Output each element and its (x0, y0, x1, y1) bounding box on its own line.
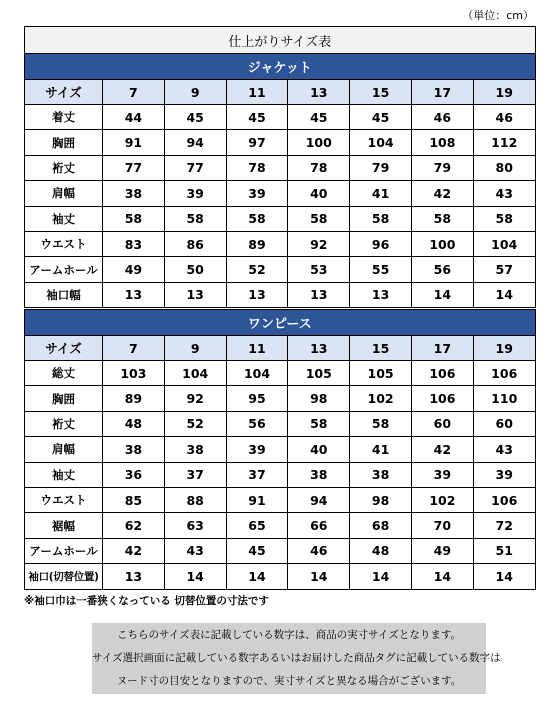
measurement-cell: 13 (164, 282, 226, 307)
measurement-cell: 58 (350, 206, 412, 231)
measurement-cell: 39 (164, 181, 226, 206)
measurement-cell: 42 (103, 538, 165, 563)
measurement-cell: 70 (411, 513, 473, 538)
measurement-cell: 41 (350, 437, 412, 462)
onepiece-header-row (25, 336, 536, 361)
onepiece-size-table (24, 309, 536, 590)
table-row (25, 462, 536, 487)
row-label: 袖丈 (25, 462, 103, 487)
row-label: 袖丈 (25, 206, 103, 231)
measurement-cell: 13 (226, 282, 288, 307)
measurement-cell: 40 (288, 181, 350, 206)
measurement-cell: 92 (288, 231, 350, 256)
row-label: 袖口幅 (25, 282, 103, 307)
measurement-cell: 56 (411, 257, 473, 282)
row-label: ウエスト (25, 231, 103, 256)
size-header: 19 (473, 336, 535, 361)
measurement-cell: 42 (411, 437, 473, 462)
jacket-section-title: ジャケット (25, 54, 536, 80)
row-label: 肩幅 (25, 437, 103, 462)
measurement-cell: 38 (350, 462, 412, 487)
unit-label: （単位：cm） (462, 9, 534, 22)
measurement-cell: 96 (350, 231, 412, 256)
measurement-cell: 48 (350, 538, 412, 563)
measurement-cell: 105 (288, 361, 350, 386)
measurement-cell: 44 (103, 105, 165, 130)
measurement-cell: 14 (411, 282, 473, 307)
measurement-cell: 85 (103, 487, 165, 512)
measurement-cell: 68 (350, 513, 412, 538)
measurement-cell: 42 (411, 181, 473, 206)
measurement-cell: 58 (226, 206, 288, 231)
row-label: 裄丈 (25, 411, 103, 436)
measurement-cell: 38 (288, 462, 350, 487)
table-row (25, 513, 536, 538)
size-header: 9 (164, 336, 226, 361)
row-label: 総丈 (25, 361, 103, 386)
row-label: アームホール (25, 538, 103, 563)
measurement-cell: 91 (226, 487, 288, 512)
measurement-cell: 58 (288, 206, 350, 231)
measurement-cell: 66 (288, 513, 350, 538)
measurement-cell: 45 (164, 105, 226, 130)
measurement-cell: 51 (473, 538, 535, 563)
measurement-cell: 39 (226, 437, 288, 462)
measurement-cell: 60 (411, 411, 473, 436)
measurement-cell: 14 (473, 564, 535, 589)
measurement-cell: 102 (350, 386, 412, 411)
measurement-cell: 43 (473, 437, 535, 462)
measurement-cell: 41 (350, 181, 412, 206)
measurement-cell: 57 (473, 257, 535, 282)
table-row (25, 538, 536, 563)
size-chart-title: 仕上がりサイズ表 (25, 27, 536, 54)
measurement-cell: 58 (103, 206, 165, 231)
size-header: 11 (226, 80, 288, 105)
size-header: 15 (350, 80, 412, 105)
measurement-cell: 58 (164, 206, 226, 231)
measurement-cell: 60 (473, 411, 535, 436)
size-header: 7 (103, 80, 165, 105)
info-line: こちらのサイズ表に記載している数字は、商品の実寸サイズとなります。 (117, 629, 461, 641)
measurement-cell: 58 (473, 206, 535, 231)
measurement-cell: 62 (103, 513, 165, 538)
measurement-cell: 78 (226, 155, 288, 180)
table-row (25, 257, 536, 282)
measurement-cell: 49 (103, 257, 165, 282)
measurement-cell: 38 (103, 181, 165, 206)
info-line: サイズ選択画面に記載している数字あるいはお届けした商品タグに記載している数字は (92, 652, 501, 664)
jacket-header-row (25, 80, 536, 105)
table-row (25, 130, 536, 155)
measurement-cell: 49 (411, 538, 473, 563)
measurement-cell: 103 (103, 361, 165, 386)
onepiece-section-title: ワンピース (25, 310, 536, 336)
measurement-cell: 58 (350, 411, 412, 436)
size-header: 11 (226, 336, 288, 361)
measurement-cell: 53 (288, 257, 350, 282)
measurement-cell: 43 (473, 181, 535, 206)
measurement-cell: 106 (473, 361, 535, 386)
size-header: 9 (164, 80, 226, 105)
table-row (25, 361, 536, 386)
size-header: 13 (288, 336, 350, 361)
measurement-cell: 38 (164, 437, 226, 462)
measurement-cell: 39 (226, 181, 288, 206)
measurement-cell: 92 (164, 386, 226, 411)
measurement-cell: 45 (350, 105, 412, 130)
row-label: 裾幅 (25, 513, 103, 538)
measurement-cell: 98 (350, 487, 412, 512)
measurement-cell: 100 (411, 231, 473, 256)
table-row (25, 206, 536, 231)
measurement-cell: 37 (226, 462, 288, 487)
measurement-cell: 108 (411, 130, 473, 155)
measurement-cell: 39 (411, 462, 473, 487)
measurement-cell: 94 (288, 487, 350, 512)
measurement-cell: 52 (226, 257, 288, 282)
measurement-cell: 46 (411, 105, 473, 130)
row-label: 着丈 (25, 105, 103, 130)
table-row (25, 437, 536, 462)
measurement-cell: 39 (473, 462, 535, 487)
row-label: ウエスト (25, 487, 103, 512)
measurement-cell: 50 (164, 257, 226, 282)
measurement-cell: 14 (288, 564, 350, 589)
measurement-cell: 45 (288, 105, 350, 130)
measurement-cell: 112 (473, 130, 535, 155)
measurement-cell: 14 (164, 564, 226, 589)
table-row (25, 487, 536, 512)
table-row (25, 155, 536, 180)
measurement-cell: 55 (350, 257, 412, 282)
measurement-cell: 86 (164, 231, 226, 256)
size-header-label: サイズ (25, 80, 103, 105)
row-label: 肩幅 (25, 181, 103, 206)
measurement-cell: 94 (164, 130, 226, 155)
measurement-cell: 72 (473, 513, 535, 538)
measurement-cell: 45 (226, 105, 288, 130)
measurement-cell: 106 (411, 386, 473, 411)
measurement-cell: 104 (473, 231, 535, 256)
measurement-cell: 14 (473, 282, 535, 307)
measurement-cell: 46 (473, 105, 535, 130)
measurement-cell: 77 (103, 155, 165, 180)
measurement-cell: 13 (288, 282, 350, 307)
table-row (25, 564, 536, 589)
measurement-cell: 105 (350, 361, 412, 386)
size-header: 17 (411, 80, 473, 105)
measurement-cell: 37 (164, 462, 226, 487)
row-label: アームホール (25, 257, 103, 282)
measurement-cell: 89 (103, 386, 165, 411)
size-header: 7 (103, 336, 165, 361)
measurement-cell: 58 (411, 206, 473, 231)
measurement-cell: 98 (288, 386, 350, 411)
measurement-cell: 52 (164, 411, 226, 436)
size-header-label: サイズ (25, 336, 103, 361)
measurement-cell: 14 (411, 564, 473, 589)
measurement-cell: 88 (164, 487, 226, 512)
measurement-cell: 79 (350, 155, 412, 180)
size-header: 17 (411, 336, 473, 361)
row-label: 胸囲 (25, 130, 103, 155)
size-header: 19 (473, 80, 535, 105)
table-row (25, 282, 536, 307)
measurement-cell: 110 (473, 386, 535, 411)
size-header: 15 (350, 336, 412, 361)
footnote: ※袖口巾は一番狭くなっている 切替位置の寸法です (24, 595, 269, 607)
measurement-cell: 14 (226, 564, 288, 589)
measurement-cell: 63 (164, 513, 226, 538)
measurement-cell: 13 (350, 282, 412, 307)
measurement-cell: 83 (103, 231, 165, 256)
measurement-cell: 106 (411, 361, 473, 386)
measurement-cell: 48 (103, 411, 165, 436)
measurement-cell: 95 (226, 386, 288, 411)
jacket-size-table (24, 26, 536, 308)
measurement-cell: 104 (350, 130, 412, 155)
table-row (25, 231, 536, 256)
measurement-cell: 43 (164, 538, 226, 563)
measurement-cell: 13 (103, 282, 165, 307)
measurement-cell: 38 (103, 437, 165, 462)
measurement-cell: 45 (226, 538, 288, 563)
measurement-cell: 104 (164, 361, 226, 386)
measurement-cell: 78 (288, 155, 350, 180)
measurement-cell: 79 (411, 155, 473, 180)
measurement-cell: 80 (473, 155, 535, 180)
measurement-cell: 100 (288, 130, 350, 155)
info-line: ヌード寸の目安となりますので、実寸サイズと異なる場合がございます。 (116, 675, 462, 687)
table-row (25, 181, 536, 206)
measurement-cell: 46 (288, 538, 350, 563)
info-box (92, 623, 501, 694)
table-row (25, 411, 536, 436)
measurement-cell: 13 (103, 564, 165, 589)
measurement-cell: 91 (103, 130, 165, 155)
measurement-cell: 36 (103, 462, 165, 487)
size-header: 13 (288, 80, 350, 105)
measurement-cell: 77 (164, 155, 226, 180)
row-label: 袖口(切替位置) (25, 564, 103, 589)
measurement-cell: 97 (226, 130, 288, 155)
measurement-cell: 65 (226, 513, 288, 538)
measurement-cell: 102 (411, 487, 473, 512)
measurement-cell: 89 (226, 231, 288, 256)
measurement-cell: 40 (288, 437, 350, 462)
measurement-cell: 58 (288, 411, 350, 436)
table-row (25, 386, 536, 411)
measurement-cell: 104 (226, 361, 288, 386)
measurement-cell: 106 (473, 487, 535, 512)
measurement-cell: 56 (226, 411, 288, 436)
measurement-cell: 14 (350, 564, 412, 589)
row-label: 胸囲 (25, 386, 103, 411)
table-row (25, 105, 536, 130)
row-label: 裄丈 (25, 155, 103, 180)
